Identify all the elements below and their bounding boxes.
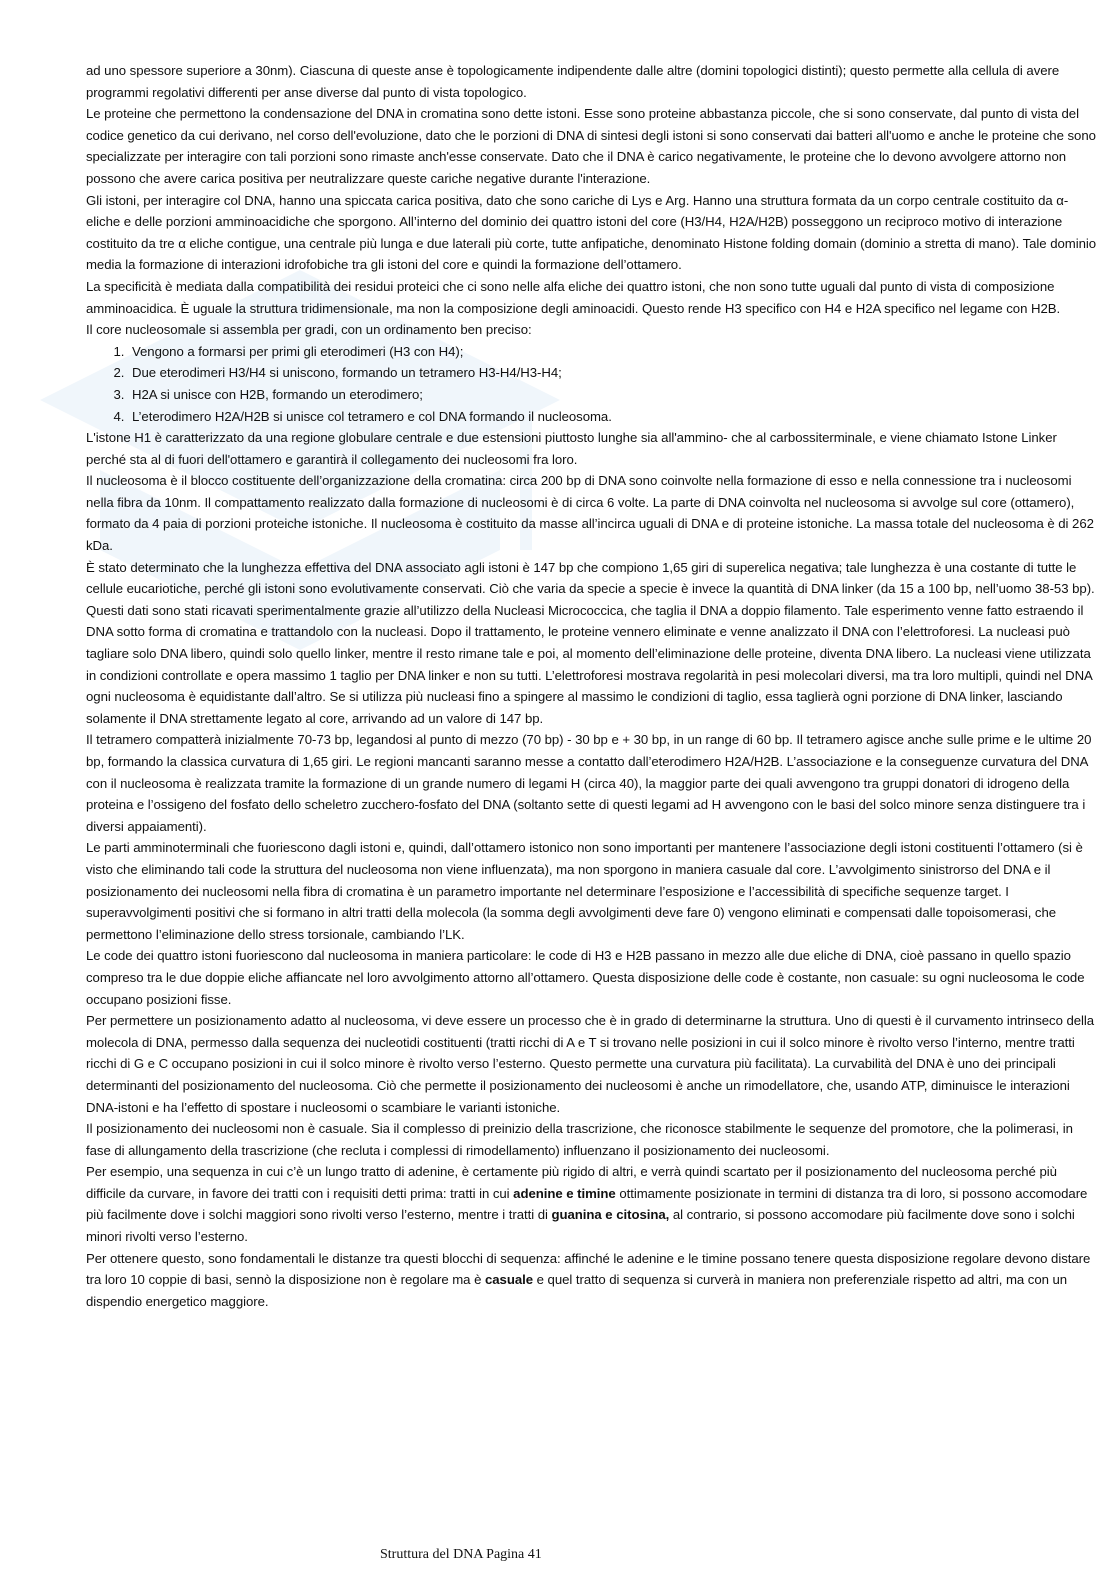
text-run: Per esempio, una sequenza in cui c’è un lungo tratto di adenine, è certamente più rigido di altri, e verrà quindi scartato per il posizionamento del nucleosoma perché più difficile da curvare, in favore dei tratti con i requisiti detti prima: tratti in cui [86,1164,1057,1201]
bold-term: adenine e timine [513,1185,616,1201]
list-item: 4. L’eterodimero H2A/H2B si unisce col tetramero e col DNA formando il nucleosoma. [128,406,1098,428]
list-item: 2. Due eterodimeri H3/H4 si uniscono, formando un tetramero H3-H4/H3-H4; [128,362,1098,384]
paragraph: Gli istoni, per interagire col DNA, hanno una spiccata carica positiva, dato che sono cariche di Lys e Arg. Hanno una struttura formata da un corpo centrale costituito da α-eliche e delle porzioni amminoacidiche che sporgono. All’interno del dominio dei quattro istoni del core (H3/H4, H2A/H2B) posseggono un reciproco motivo di interazione costituito da tre α eliche contigue, una centrale più lunga e due laterali più corte, tutte anfipatiche, denominato Histone folding domain (dominio a stretta di mano). Tale dominio media la formazione di interazioni idrofobiche tra gli istoni del core e quindi la formazione dell’ottamero. [86,192,1097,273]
paragraph: Le parti amminoterminali che fuoriescono dagli istoni e, quindi, dall’ottamero istonico non sono importanti per mantenere l’associazione degli istoni costituenti l’ottamero (si è visto che eliminando tali code la struttura del nucleosoma non viene influenzata), ma non sporgono in maniera casuale dal core. L’avvolgimento sinistrorso del DNA e il posizionamento dei nucleosomi nella fibra di cromatina è un parametro importante nel determinare l’esposizione e l’accessibilità di specifiche sequenze target. I superavvolgimenti positivi che si formano in altri tratti della molecola (la somma degli avvolgimenti deve fare 0) vengono eliminati e compensati dalle topoisomerasi, che permettono l’eliminazione dello stress torsionale, cambiando l’LK. [86,840,1083,942]
page-footer: Struttura del DNA Pagina 41 [380,1547,542,1562]
bold-term: casuale [484,1272,534,1288]
paragraph: Il core nucleosomale si assembla per gradi, con un ordinamento ben preciso: [86,322,532,338]
text-run: ottimamente posizionate in termini di distanza tra di loro, si possono accomodare più facilmente dove i solchi maggiori sono rivolti verso l’esterno, mentre i tratti di [86,1185,1088,1223]
paragraph: La specificità è mediata dalla compatibilità dei residui proteici che ci sono nelle alfa eliche dei quattro istoni, che non sono tutte uguali dal punto di vista di composizione amminoacidica. È uguale la struttura tridimensionale, ma non la composizione degli aminoacidi. Questo rende H3 specifico con H4 e H2A specifico nel legame con H2B. [86,278,1061,316]
paragraph: Il tetramero compatterà inizialmente 70-73 bp, legandosi al punto di mezzo (70 bp) - 30 bp e + 30 bp, in un range di 60 bp. Il tetramero agisce anche sulle prime e le ultime 20 bp, formando la classica curvatura di 1,65 giri. Le regioni mancanti saranno messe a contatto dall’eterodimero H2A/H2B. L’associazione e la conseguenze curvatura del DNA con il nucleosoma è realizzata tramite la formazione di un grande numero di legami H (circa 40), la maggior parte dei quali avvengono tra gruppi donatori di idrogeno della proteina e l’ossigeno del fosfato dello scheletro zucchero-fosfato del DNA (soltanto sette di questi legami ad H avvengono con le basi del solco minore senza distinguere tra i diversi appaiamenti). [86,732,1092,834]
paragraph: Le code dei quattro istoni fuoriescono dal nucleosoma in maniera particolare: le code di H3 e H2B passano in mezzo alle due eliche di DNA, cioè passano in quello spazio compreso tra le due doppie eliche affiancate nel loro avvolgimento attorno all’ottamero. Questa disposizione delle code è costante, non casuale: su ogni nucleosoma le code occupano posizioni fisse. [86,948,1085,1007]
paragraph-distanze [86,1248,1098,1313]
paragraph: Le proteine che permettono la condensazione del DNA in cromatina sono dette istoni. Esse sono proteine abbastanza piccole, che si sono conservate, dal punto di vista del codice genetico da cui derivano, nel corso dell'evoluzione, dato che le porzioni di DNA di sintesi degli istoni si sono conservati dai batteri all'uomo e anche le proteine che sono specializzate per interagire con tali porzioni sono rimaste anch'esse conservate. Dato che il DNA è carico negativamente, le proteine che lo devono avvolgere attorno non possono che avere carica positiva per neutralizzare queste cariche negative durante l'interazione. [86,106,1096,186]
text-run: e quel tratto di sequenza si curverà in maniera non preferenziale rispetto ad altri, ma con un dispendio energetico maggiore. [86,1272,1068,1309]
text-run: al contrario, si possono accomodare più facilmente dove sono i solchi minori rivolti verso l’esterno. [86,1207,1075,1245]
text-run: Per ottenere questo, sono fondamentali le distanze tra questi blocchi di sequenza: affinché le adenine e le timine possano tenere questa disposizione regolare devono distare tra loro 10 coppie di basi, sennò la disposizione non è regolare ma è [86,1250,1091,1288]
document-body [86,60,1098,1312]
paragraph: Per permettere un posizionamento adatto al nucleosoma, vi deve essere un processo che è in grado di determinarne la struttura. Uno di questi è il curvamento intrinseco della molecola di DNA, permesso dalla sequenza dei nucleotidi costituenti (tratti ricchi di A e T si trovano nelle posizioni in cui il solco minore è rivolto verso l’interno, mentre tratti ricchi di G e C occupano posizioni in cui il solco minore è rivolto verso l’esterno. Questo permette una curvatura più facilitata). La curvabilità del DNA è uno dei principali determinanti del posizionamento del nucleosoma. Ciò che permette il posizionamento dei nucleosomi è anche un rimodellatore, che, usando ATP, diminuisce le interazioni DNA-istoni e ha l’effetto di spostare i nucleosomi o scambiare le varianti istoniche. [86,1013,1095,1115]
paragraph: ad uno spessore superiore a 30nm). Ciascuna di queste anse è topologicamente indipendente dalle altre (domini topologici distinti); questo permette alla cellula di avere programmi regolativi differenti per anse diverse dal punto di vista topologico. [86,63,1060,100]
paragraph: Il posizionamento dei nucleosomi non è casuale. Sia il complesso di preinizio della trascrizione, che riconosce stabilmente le sequenze del promotore, che la polimerasi, in fase di allungamento della trascrizione (che recluta i complessi di rimodellamento) influenzano il posizionamento dei nucleosomi. [86,1121,1073,1158]
assembly-steps-list [86,341,1098,427]
bold-term: guanina e citosina, [551,1207,670,1223]
paragraph-adenine [86,1161,1098,1247]
paragraph: È stato determinato che la lunghezza effettiva del DNA associato agli istoni è 147 bp che compiono 1,65 giri di superelica negativa; tale lunghezza è una costante di tutte le cellule eucariotiche, perché gli istoni sono evolutivamente conservati. Ciò che varia da specie a specie è invece la quantità di DNA linker (da 15 a 100 bp, nell’uomo 38-53 bp). Questi dati sono stati ricavati sperimentalmente grazie all’utilizzo della Nucleasi Micrococcica, che taglia il DNA a doppio filamento. Tale esperimento venne fatto estraendo il DNA sotto forma di cromatina e trattandolo con la nucleasi. Dopo il trattamento, le proteine vennero eliminate e venne analizzato il DNA con l’elettroforesi. La nucleasi può tagliare solo DNA libero, quindi solo quello linker, mentre il resto rimane tale e poi, al momento dell’eliminazione delle proteine, diventa DNA libero. La nucleasi viene utilizzata in condizioni controllate e opera massimo 1 taglio per DNA linker e non su tutti. L’elettroforesi mostrava regolarità in pesi molecolari diversi, ma tra loro multipli, quindi nel DNA ogni nucleosoma è equidistante dall’altro. Se si utilizza più nucleasi fino a spingere al massimo le condizioni di taglio, essa taglierà ogni porzione di DNA linker, lasciando solamente il DNA strettamente legato al core, arrivando ad un valore di 147 bp. [86,559,1095,726]
paragraph: Il nucleosoma è il blocco costituente dell’organizzazione della cromatina: circa 200 bp di DNA sono coinvolte nella formazione di esso e nella connessione tra i nucleosomi nella fibra da 10nm. Il compattamento realizzato dalla formazione di nucleosomi è di circa 6 volte. La parte di DNA coinvolta nel nucleosoma si avvolge sul core (ottamero), formato da 4 paia di porzioni proteiche istoniche. Il nucleosoma è costituito da masse all’incirca uguali di DNA e di proteine istoniche. La massa totale del nucleosoma è di 262 kDa. [86,473,1094,554]
paragraph: L'istone H1 è caratterizzato da una regione globulare centrale e due estensioni piuttosto lunghe sia all'ammino- che al carbossiterminale, e viene chiamato Istone Linker perché sta al di fuori dell'ottamero e garantirà il collegamento dei nucleosomi fra loro. [86,430,1057,467]
list-item: 1. Vengono a formarsi per primi gli eterodimeri (H3 con H4); [128,341,1098,363]
list-item: 3. H2A si unisce con H2B, formando un eterodimero; [128,384,1098,406]
